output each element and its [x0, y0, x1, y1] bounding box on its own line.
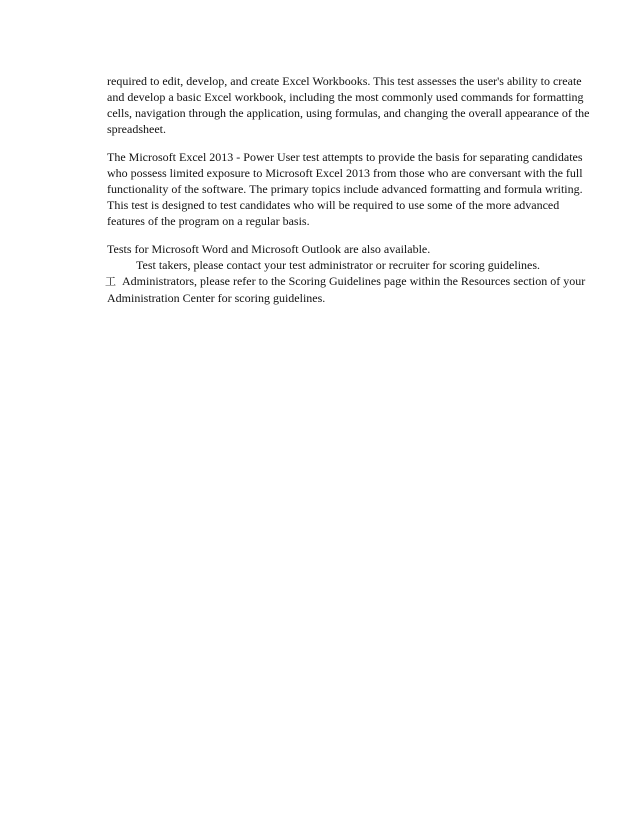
bullet-text-continued: Administration Center for scoring guidelines.: [107, 291, 326, 305]
paragraph-spacer: [107, 137, 577, 149]
text-line: The Microsoft Excel 2013 - Power User test attempts to provide the basis for separating candidates: [107, 150, 583, 164]
bullet-glyph: 工: [105, 276, 116, 288]
text-line: cells, navigation through the application, using formulas, and changing the overall appearance of the: [107, 106, 590, 120]
text-line: who possess limited exposure to Microsoft Excel 2013 from those who are conversant with the full: [107, 166, 583, 180]
scoring-bullet-list: [105, 257, 586, 306]
paragraph-other-tests: [107, 241, 577, 257]
paragraph-spacer: [107, 229, 577, 241]
text-line: functionality of the software. The primary topics include advanced formatting and formula writing.: [107, 182, 583, 196]
bullet-text: [105, 273, 586, 290]
bullet-line-text: Test takers, please contact your test administrator or recruiter for scoring guidelines.: [136, 258, 541, 272]
text-line: required to edit, develop, and create Excel Workbooks. This test assesses the user's ability to create: [107, 74, 582, 88]
text-line: and develop a basic Excel workbook, including the most commonly used commands for formatting: [107, 90, 584, 104]
bullet-line-text: Administrators, please refer to the Scoring Guidelines page within the Resources section of your: [122, 274, 586, 288]
paragraph-excel-basic: [107, 73, 590, 137]
bullet-item-test-takers: [107, 257, 577, 273]
bullet-text: [107, 257, 577, 273]
bullet-item-administrators: [105, 273, 586, 306]
document-body: [105, 73, 590, 306]
text-line: features of the program on a regular basis.: [107, 214, 310, 228]
text-line: spreadsheet.: [107, 122, 166, 136]
text-line: This test is designed to test candidates who will be required to use some of the more advanced: [107, 198, 560, 212]
text-line: Tests for Microsoft Word and Microsoft Outlook are also available.: [107, 242, 431, 256]
paragraph-power-user: [107, 149, 583, 229]
